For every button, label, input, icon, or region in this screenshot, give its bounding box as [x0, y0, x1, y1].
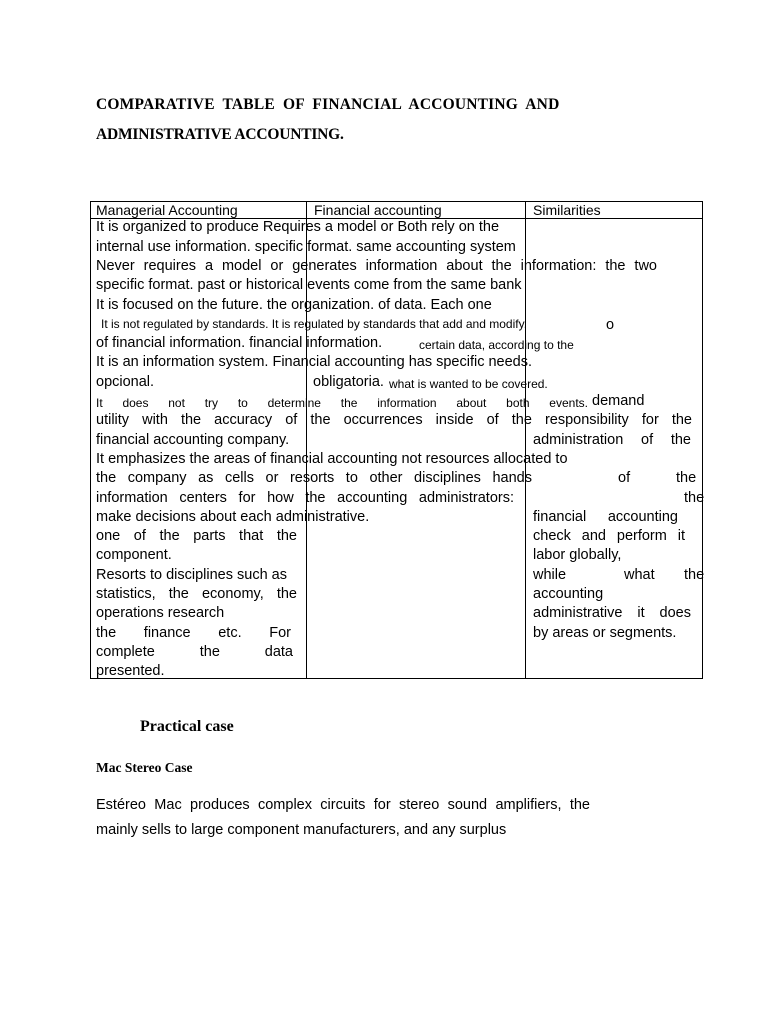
table-line: Resorts to disciplines such as [96, 567, 287, 583]
table-line: It is not regulated by standards. It is regulated by standards that add and modify. [101, 317, 528, 331]
case-paragraph-line2: mainly sells to large component manufacturers, and any surplus [96, 822, 507, 838]
header-financial-accounting: Financial accounting [314, 202, 442, 218]
document-title-line2: ADMINISTRATIVE ACCOUNTING. [96, 126, 344, 143]
table-line: information centers for how the accounting administrators: [96, 490, 514, 506]
table-line: o [606, 317, 615, 333]
table-line: specific format. past or historical events come from the same bank [96, 277, 522, 293]
table-line: of [618, 470, 631, 486]
table-line: of financial information. financial information. [96, 335, 383, 351]
table-line: the finance etc. For [96, 625, 291, 641]
table-line: the [676, 470, 697, 486]
table-line: Never requires a model or generates information about the information: the two [96, 258, 657, 274]
table-line: It is organized to produce Requires a model or Both rely on the [96, 219, 500, 235]
table-line: obligatoria. [313, 374, 384, 390]
table-line: complete the data [96, 644, 293, 660]
practical-case-heading: Practical case [140, 718, 234, 735]
table-line: It is focused on the future. the organization. of data. Each one [96, 297, 492, 313]
case-title: Mac Stereo Case [96, 760, 193, 775]
table-line: It does not try to determine the information about both events. [96, 396, 588, 410]
table-line: labor globally, [533, 547, 622, 563]
case-paragraph-line1: Estéreo Mac produces complex circuits for stereo sound amplifiers, the [96, 797, 590, 813]
table-line: what [624, 567, 655, 583]
table-line: operations research [96, 605, 225, 621]
table-line: accounting [533, 586, 604, 602]
table-line: statistics, the economy, the [96, 586, 297, 602]
table-line: financial accounting company. [96, 432, 290, 448]
table-line: the [684, 567, 705, 583]
table-line: It is an information system. Financial accounting has specific needs. [96, 354, 533, 370]
table-line: while [533, 567, 567, 583]
table-line: demand [592, 393, 645, 409]
table-line: financial accounting [533, 509, 678, 525]
table-line: what is wanted to be covered. [389, 377, 548, 391]
table-line: opcional. [96, 374, 155, 390]
table-line: utility with the accuracy of the occurrences inside of the responsibility for the [96, 412, 692, 428]
table-line: administration of the [533, 432, 691, 448]
header-similarities: Similarities [533, 202, 601, 218]
table-line: make decisions about each administrative. [96, 509, 370, 525]
table-line: the company as cells or resorts to other disciplines hands [96, 470, 532, 486]
table-line: check and perform it [533, 528, 685, 544]
table-line: by areas or segments. [533, 625, 677, 641]
table-line: internal use information. specific format. same accounting system [96, 239, 516, 255]
header-managerial-accounting: Managerial Accounting [96, 202, 238, 218]
table-line: component. [96, 547, 172, 563]
table-line: one of the parts that the [96, 528, 297, 544]
table-line: administrative it does [533, 605, 691, 621]
table-line: certain data, according to the [419, 338, 574, 352]
table-line: presented. [96, 663, 165, 679]
document-title-line1: COMPARATIVE TABLE OF FINANCIAL ACCOUNTING AND [96, 96, 560, 113]
table-line: the [684, 490, 705, 506]
table-line: It emphasizes the areas of financial accounting not resources allocated to [96, 451, 568, 467]
